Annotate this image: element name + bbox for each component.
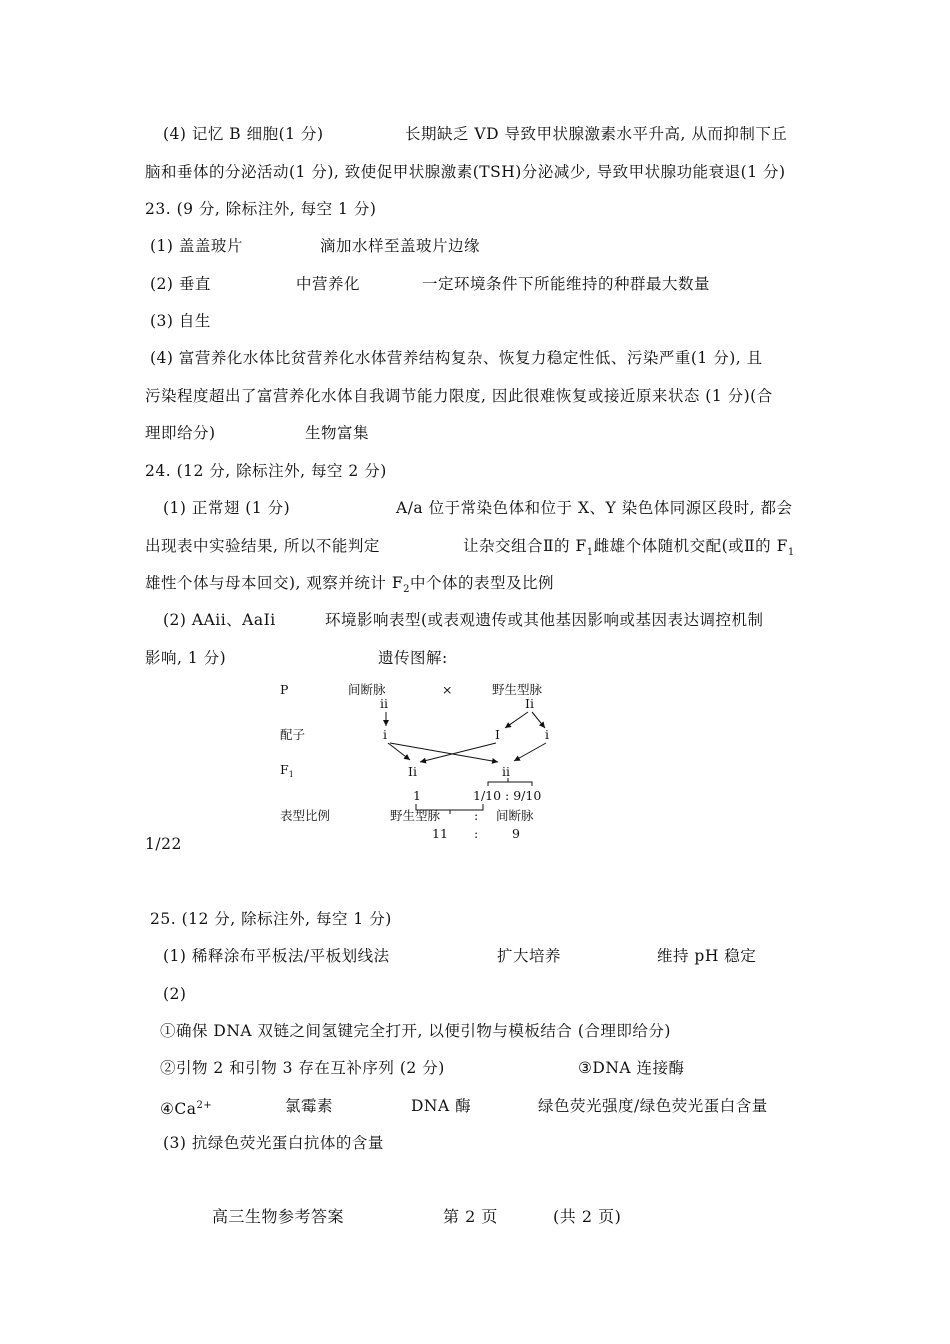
diagram-pheno-label: 表型比例: [280, 808, 331, 823]
q24-1d-pre: 让杂交组合Ⅱ的 F: [463, 537, 587, 555]
diagram-f1-label: [280, 762, 294, 779]
q25-1a: (1) 稀释涂布平板法/平板划线法: [163, 947, 390, 965]
q24-1e-post: 中个体的表型及比例: [409, 574, 554, 592]
q24-1d-sub: 1: [586, 547, 594, 559]
q22-4-part1: (4) 记忆 B 细胞(1 分): [163, 125, 324, 143]
q24-1e-line: [145, 573, 554, 600]
q24-1c: 出现表中实验结果, 所以不能判定: [145, 537, 380, 555]
diagram-geno2: Ii: [525, 696, 534, 711]
q25-s4c: DNA 酶: [411, 1097, 472, 1115]
q23-1a: (1) 盖盖玻片: [150, 237, 243, 255]
diagram-f1-sub: 1: [288, 770, 294, 779]
q23-2a: (2) 垂直: [150, 275, 211, 293]
q23-heading: 23. (9 分, 除标注外, 每空 1 分): [145, 200, 377, 218]
q24-1d-line: [463, 536, 795, 563]
q25-s2a: ②引物 2 和引物 3 存在互补序列 (2 分): [160, 1059, 445, 1077]
arrow-p2-gamete-I: [505, 712, 528, 728]
q25-1b: 扩大培养: [497, 947, 562, 965]
q25-2: (2): [163, 985, 187, 1003]
diagram-p-label: P: [280, 682, 289, 697]
q22-4-part2-line: [405, 124, 787, 144]
q23-4b: 污染程度超出了富营养化水体自我调节能力限度, 因此很难恢复或接近原来状态 (1 分)(合: [145, 387, 773, 405]
q23-4a: (4) 富营养化水体比贫营养化水体营养结构复杂、恢复力稳定性低、污染严重(1 分), 且: [150, 349, 763, 367]
q25-s4-pre: ④Ca: [160, 1100, 197, 1119]
arrow-i2-to-ii: [514, 743, 546, 761]
diagram-num-9: 9: [512, 826, 520, 841]
q24-2b: 环境影响表型(或表观遗传或其他基因影响或基因表达调控机制: [325, 611, 764, 629]
q24-2c: 影响, 1 分): [145, 649, 227, 667]
diagram-f1-label-text: F: [280, 762, 289, 777]
footer-page: 第 2 页: [443, 1207, 498, 1226]
q23-1b: 滴加水样至盖玻片边缘: [320, 237, 481, 255]
diagram-f1-ii: ii: [502, 764, 510, 779]
q24-1b: A/a 位于常染色体和位于 X、Y 染色体同源区段时, 都会: [396, 499, 793, 517]
diagram-gamete-2: I: [495, 727, 500, 742]
footer-total: (共 2 页): [553, 1207, 622, 1226]
diagram-ratio-1: 1: [413, 788, 421, 803]
q25-1c: 维持 pH 稳定: [657, 947, 757, 965]
q25-heading: 25. (12 分, 除标注外, 每空 1 分): [150, 910, 392, 928]
diagram-gamete-3: i: [545, 727, 549, 742]
diagram-geno1: ii: [380, 696, 388, 711]
q25-s2b: ③DNA 连接酶: [578, 1059, 685, 1077]
q25-s1: ①确保 DNA 双链之间氢键完全打开, 以便引物与模板结合 (合理即给分): [160, 1022, 671, 1040]
q24-1a: (1) 正常翅 (1 分): [163, 499, 291, 517]
q25-3: (3) 抗绿色荧光蛋白抗体的含量: [163, 1134, 384, 1152]
diagram-parent1: 间断脉: [348, 682, 386, 697]
q24-heading: 24. (12 分, 除标注外, 每空 2 分): [145, 462, 387, 480]
q24-2a: (2) AAii、AaIi: [163, 611, 276, 629]
q24-1d-sub2: 1: [787, 547, 795, 559]
diagram-ratio-2: 1/10 : 9/10: [473, 788, 542, 803]
q22-4-part2: 长期缺乏 VD 导致甲状腺激素水平升高, 从而抑制下丘: [405, 125, 788, 143]
q22-4-line2: [145, 162, 786, 182]
q23-2b: 中营养化: [296, 275, 361, 293]
q25-s4-sup: 2+: [196, 1100, 213, 1111]
q23-4c: 理即给分): [145, 424, 216, 442]
diagram-pheno-wild: 野生型脉: [390, 808, 441, 823]
arrow-p2-gamete-i: [532, 712, 545, 728]
diagram-pheno-colon: :: [474, 808, 479, 823]
q24-1e-pre: 雄性个体与母本回交), 观察并统计 F: [145, 574, 404, 592]
bracket-ii-split: [488, 778, 532, 786]
q24-fraction: 1/22: [145, 835, 182, 853]
q23-2c: 一定环境条件下所能维持的种群最大数量: [422, 275, 711, 293]
q23-4d: 生物富集: [305, 424, 370, 442]
q24-2d: 遗传图解:: [378, 649, 448, 667]
q24-1d-post: 雌雄个体随机交配(或Ⅱ的 F: [593, 537, 788, 555]
q22-4-part3: 脑和垂体的分泌活动(1 分), 致使促甲状腺激素(TSH)分泌减少, 导致甲状腺功能衰退(1 分): [145, 163, 786, 181]
diagram-num-colon: :: [474, 826, 479, 841]
q23-3: (3) 自生: [150, 312, 211, 330]
diagram-cross: ×: [442, 682, 453, 697]
q25-s4d: 绿色荧光强度/绿色荧光蛋白含量: [538, 1097, 768, 1115]
q24-1e-sub: 2: [403, 584, 410, 596]
arrow-i-to-ii: [390, 743, 498, 762]
diagram-gamete-1: i: [383, 727, 387, 742]
diagram-pheno-interrupt: 间断脉: [496, 808, 534, 823]
diagram-num-11: 11: [432, 826, 448, 841]
q25-s4b: 氯霉素: [285, 1097, 334, 1115]
q25-s4a: [160, 1096, 212, 1119]
genetic-cross-diagram: [270, 678, 570, 848]
footer-title: 高三生物参考答案: [212, 1207, 345, 1226]
diagram-gamete-label: 配子: [280, 727, 306, 742]
diagram-parent2: 野生型脉: [492, 682, 543, 697]
diagram-f1-Ii: Ii: [408, 764, 417, 779]
q22-4-answer-line: [163, 124, 324, 144]
